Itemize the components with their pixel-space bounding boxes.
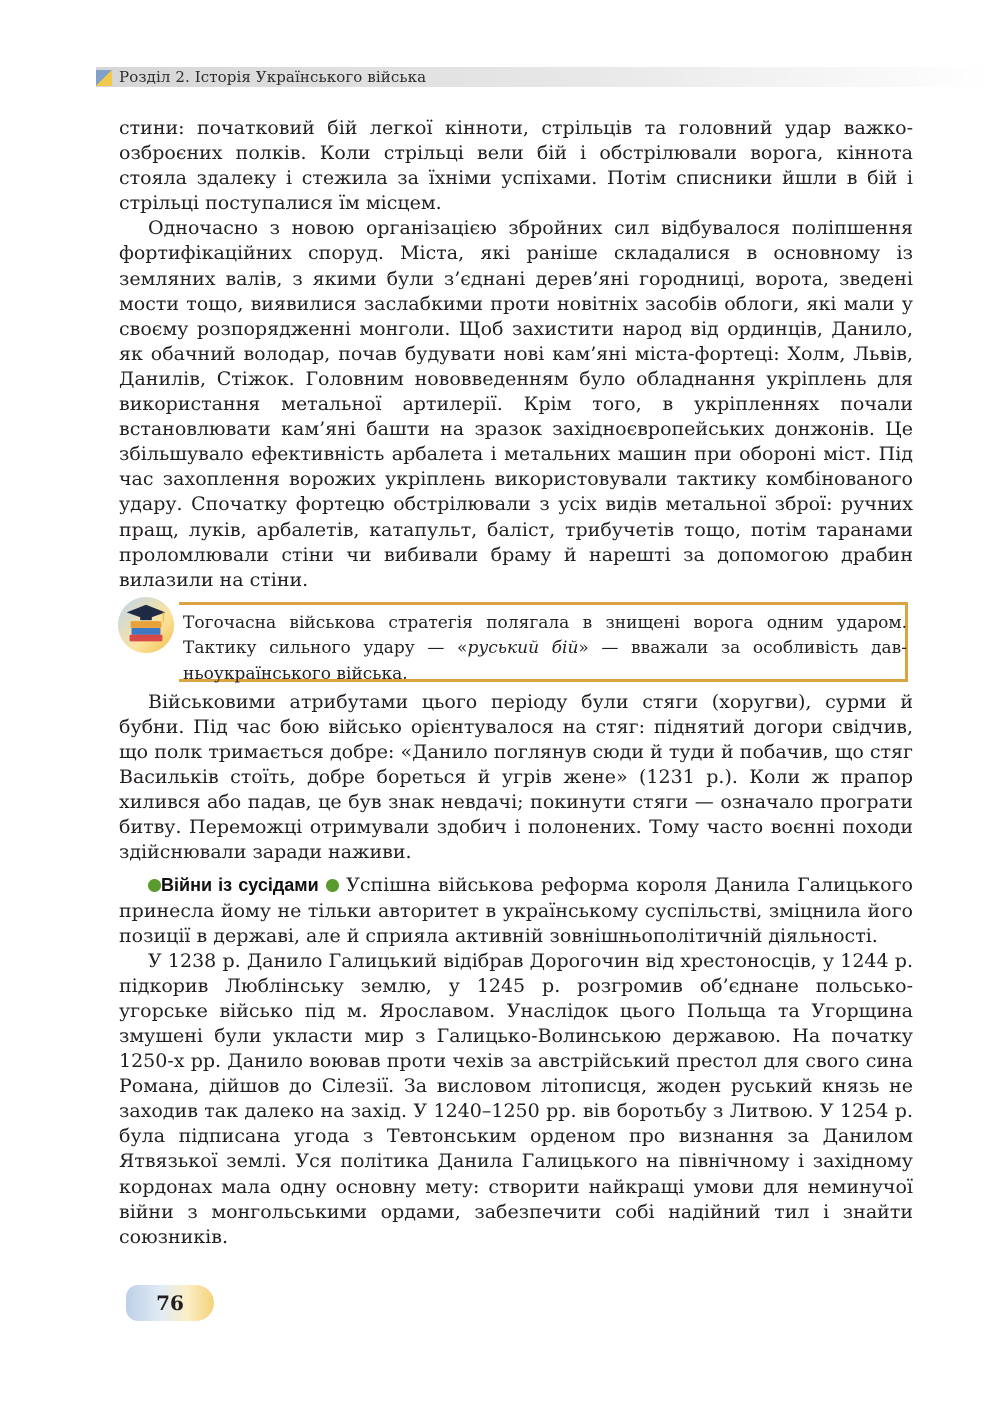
note-text-end: » — вважали за особливість давньоукраїнського війська. <box>183 638 907 684</box>
section-text: Успішна військова реформа короля Данила Галицького принесла йому не тільки авторитет в українському суспільстві, зміцнила його позиції в державі, але й сприяла активній зовнішньополітичній діяльності. <box>119 874 913 947</box>
chapter-title: Розділ 2. Історія Українського війська <box>119 68 427 86</box>
section-paragraph <box>119 873 913 948</box>
paragraph: Одночасно з новою організацією збройних сил відбувалося поліпшення фортифікаційних споруд. Міста, які раніше складалися в основному із земляних валів, з якими були з’єднані дерев’яні городниці, ворота, зведені мости тощо, виявилися заслабкими проти новітніх засобів облоги, які мали у своєму розпорядженні монголи. Щоб захистити народ від ординців, Данило, як обачний володар, почав будувати нові кам’яні міста-фортеці: Холм, Львів, Данилів, Стіжок. Головним нововведенням було обладнання укріплень для використання метальної артилерії. Крім того, в укріпленнях почали встановлювати кам’яні башти на зразок західноєвропейських донжонів. Це збільшувало ефективність арбалета і метальних машин при обороні міст. Під час захоплення ворожих укріплень використовували тактику комбінованого удару. Спочатку фортецю обстрілювали з усіх видів метальної зброї: ручних пращ, луків, арбалетів, катапульт, баліст, трибучетів тощо, потім таранами проломлювали стіни чи вибивали браму й нарешті за допомогою драбин вилазили на стіни. <box>119 217 913 591</box>
page-number: 76 <box>156 1291 184 1315</box>
info-note <box>119 602 913 684</box>
graduation-cap-books-icon <box>117 596 175 654</box>
note-term-italic: руський бій <box>467 638 579 659</box>
paragraph: Військовими атрибутами цього періоду були стяги (хоругви), сурми й бубни. Під час бою військо орієнтувалося на стяг: піднятий догори свідчив, що полк тримається добре: «Данило поглянув сюди й туди й побачив, що стяг Васильків стоїть, добре бореться й угрів жене» (1231 р.). Коли ж прапор хилився або падав, це був знак невдачі; покинути стяги — означало програти битву. Переможці отримували здобич і полонених. Тому часто воєнні походи здійснювали заради наживи. <box>119 690 913 864</box>
green-bullet-icon <box>148 879 161 892</box>
green-bullet-icon <box>326 879 339 892</box>
corner-marker-icon <box>96 70 112 86</box>
paragraph: стини: початковий бій легкої кінноти, стрільців та головний удар важкоозброєних полків. Коли стрільці вели бій і обстрілювали ворога, кіннота стояла здалеку і стежила за їхніми успіхами. Потім списники йшли в бій і стрільці поступалися їм місцем. <box>119 117 913 215</box>
note-text <box>183 611 907 688</box>
page-body <box>119 116 913 1250</box>
section-heading: Війни із сусідами <box>161 875 319 896</box>
note-text-start: Тогочасна військова стратегія полягала в знищені ворога одним ударом. Тактику сильного удару — « <box>183 612 907 659</box>
paragraph: У 1238 р. Данило Галицький відібрав Дорогочин від хрестоносців, у 1244 р. підкорив Люблінську землю, у 1245 р. розгромив об’єднане польсько-угорське військо під м. Ярославом. Унаслідок цього Польща та Угорщина змушені були укласти мир з Галицько-Волинською державою. На початку 1250-х рр. Данило воював проти чехів за австрійський престол для свого сина Романа, дійшов до Сілезії. За висловом літописця, жоден руський князь не заходив так далеко на захід. У 1240–1250 рр. вів боротьбу з Литвою. У 1254 р. була підписана угода з Тевтонським орденом про визнання за Данилом Ятвязької землі. Уся політика Данила Галицького на північному і західному кордонах мала одну основну мету: створити найкращі умови для неминучої війни з монгольськими ордами, забезпечити собі надійний тил і знайти союзників. <box>119 949 913 1248</box>
